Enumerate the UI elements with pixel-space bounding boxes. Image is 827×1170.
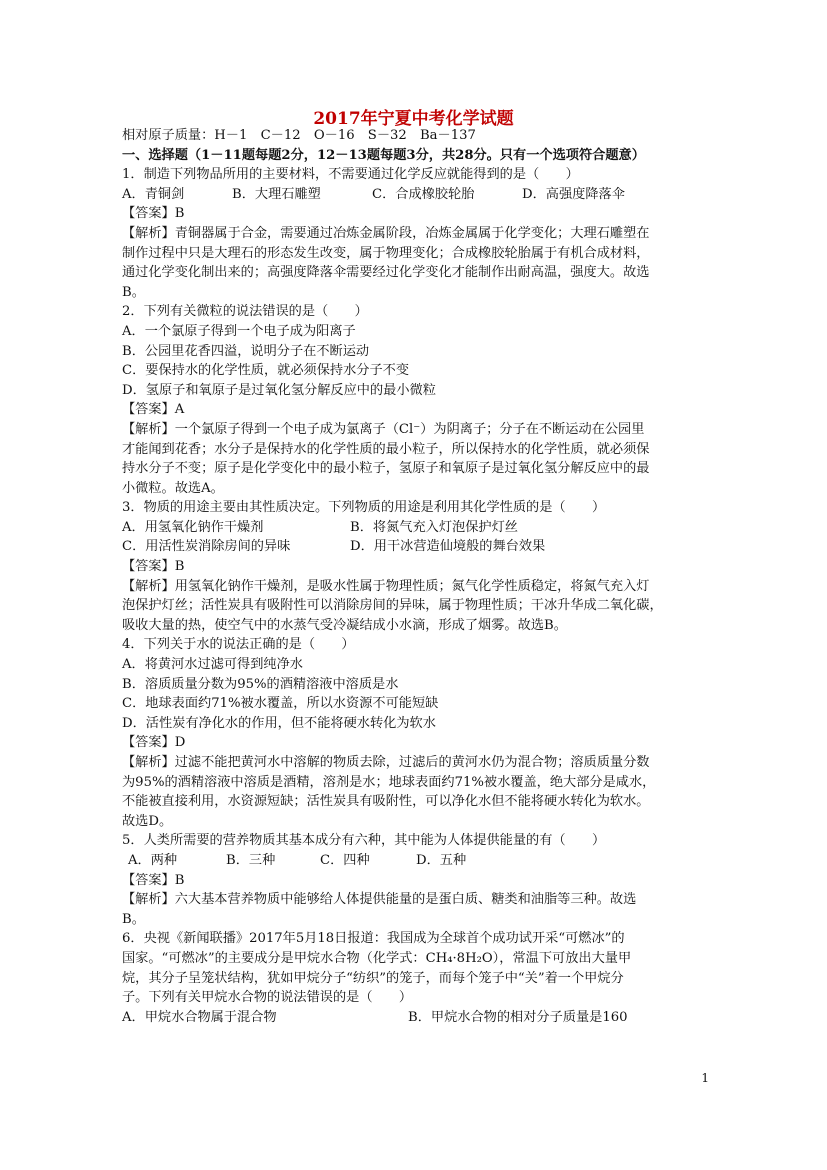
q3-option-b: B．将氮气充入灯泡保护灯丝 [350,519,518,535]
q1-answer: 【答案】B [122,206,185,222]
q1-analysis-4: B。 [122,284,145,300]
q5-option-a: A．两种 [128,852,178,868]
q3-option-c: C．用活性炭消除房间的异味 [122,539,291,555]
q1-options [122,185,712,205]
q6-stem-2: 国家。“可燃冰”的主要成分是甲烷水合物（化学式：CH₄·8H₂O），常温下可放出大量甲 [122,950,632,966]
q2-analysis-2: 才能闻到花香；水分子是保持水的化学性质的最小粒子，所以保持水的化学性质，就必须保 [122,441,650,457]
section-heading: 一、选择题（1－11题每题2分，12－13题每题3分，共28分。只有一个选项符合题意） [122,147,645,163]
q5-options [122,851,712,871]
q6-options [122,1008,712,1028]
q1-option-d: D．高强度降落伞 [522,186,625,202]
q5-answer: 【答案】B [122,872,185,888]
q3-option-a: A．用氢氧化钠作干燥剂 [122,519,264,535]
q1-stem: 1．制造下列物品所用的主要材料，不需要通过化学反应就能得到的是（ ） [122,167,579,183]
q4-option-a: A．将黄河水过滤可得到纯净水 [122,657,303,673]
q5-stem: 5．人类所需要的营养物质其基本成分有六种，其中能为人体提供能量的有（ ） [122,833,606,849]
q4-analysis-3: 不能被直接利用，水资源短缺；活性炭具有吸附性，可以净化水但不能将硬水转化为软水。 [122,794,650,810]
q4-stem: 4．下列关于水的说法正确的是（ ） [122,637,355,653]
q5-option-d: D．五种 [416,852,467,868]
q5-option-c: C．四种 [320,852,370,868]
q3-analysis-2: 泡保护灯丝；活性炭具有吸附性可以消除房间的异味，属于物理性质；干冰升华成二氧化碳， [122,598,663,614]
q4-option-b: B．溶质质量分数为95%的酒精溶液中溶质是水 [122,676,399,692]
page-number: 1 [701,1071,709,1085]
exam-content [122,126,712,1027]
q3-options-row-2 [122,537,712,557]
q1-option-b: B．大理石雕塑 [232,186,321,202]
q2-stem: 2．下列有关微粒的说法错误的是（ ） [122,304,368,320]
q5-analysis-1: 【解析】六大基本营养物质中能够给人体提供能量的是蛋白质、糖类和油脂等三种。故选 [122,892,637,908]
q1-analysis-1: 【解析】青铜器属于合金，需要通过冶炼金属阶段，冶炼金属属于化学变化；大理石雕塑在 [122,225,650,241]
q4-answer: 【答案】D [122,735,186,751]
q4-option-c: C．地球表面约71%被水覆盖，所以水资源不可能短缺 [122,696,439,712]
q6-option-a: A．甲烷水合物属于混合物 [122,1009,277,1025]
q3-answer: 【答案】B [122,559,185,575]
q1-option-c: C．合成橡胶轮胎 [372,186,475,202]
q3-stem: 3．物质的用途主要由其性质决定。下列物质的用途是利用其化学性质的是（ ） [122,500,606,516]
q4-analysis-2: 为95%的酒精溶液中溶质是酒精，溶剂是水；地球表面约71%被水覆盖，绝大部分是咸水， [122,774,656,790]
q4-analysis-4: 故选D。 [122,813,173,829]
q3-option-d: D．用干冰营造仙境般的舞台效果 [350,539,546,555]
atomic-masses: 相对原子质量：H－1 C－12 O－16 S－32 Ba－137 [122,128,476,143]
q6-option-b: B．甲烷水合物的相对分子质量是160 [408,1009,628,1025]
q2-answer: 【答案】A [122,402,185,418]
q3-options-row-1 [122,518,712,538]
q2-option-d: D．氢原子和氧原子是过氧化氢分解反应中的最小微粒 [122,382,436,398]
q4-option-d: D．活性炭有净化水的作用，但不能将硬水转化为软水 [122,715,436,731]
q1-analysis-3: 通过化学变化制出来的；高强度降落伞需要经过化学变化才能制作出耐高温，强度大。故选 [122,265,650,281]
q2-analysis-3: 持水分子不变；原子是化学变化中的最小粒子，氢原子和氧原子是过氧化氢分解反应中的最 [122,461,650,477]
q2-analysis-4: 小微粒。故选A。 [122,480,224,496]
q2-option-b: B．公园里花香四溢，说明分子在不断运动 [122,343,370,359]
q3-analysis-1: 【解析】用氢氧化钠作干燥剂，是吸水性属于物理性质；氮气化学性质稳定，将氮气充入灯 [122,578,650,594]
q1-analysis-2: 制作过程中只是大理石的形态发生改变，属于物理变化；合成橡胶轮胎属于有机合成材料， [122,245,650,261]
q4-analysis-1: 【解析】过滤不能把黄河水中溶解的物质去除，过滤后的黄河水仍为混合物；溶质质量分数 [122,755,650,770]
q3-analysis-3: 吸收大量的热，使空气中的水蒸气受冷凝结成小水滴，形成了烟雾。故选B。 [122,617,567,633]
q5-option-b: B．三种 [226,852,276,868]
q5-analysis-2: B。 [122,911,145,927]
q2-analysis-1: 【解析】一个氯原子得到一个电子成为氯离子（Cl⁻）为阴离子；分子在不断运动在公园里 [122,421,645,437]
q6-stem-1: 6．央视《新闻联播》2017年5月18日报道：我国成为全球首个成功试开采“可燃冰”的 [122,931,625,947]
q6-stem-3: 烷，其分子呈笼状结构，犹如甲烷分子“纺织”的笼子，而每个笼子中“关”着一个甲烷分 [122,970,624,986]
page-title: 2017年宁夏中考化学试题 [313,109,514,129]
q2-option-c: C．要保持水的化学性质，就必须保持水分子不变 [122,363,410,379]
q2-option-a: A．一个氯原子得到一个电子成为阳离子 [122,323,356,339]
q1-option-a: A．青铜剑 [122,186,185,202]
q6-stem-4: 子。下列有关甲烷水合物的说法错误的是（ ） [122,990,413,1006]
